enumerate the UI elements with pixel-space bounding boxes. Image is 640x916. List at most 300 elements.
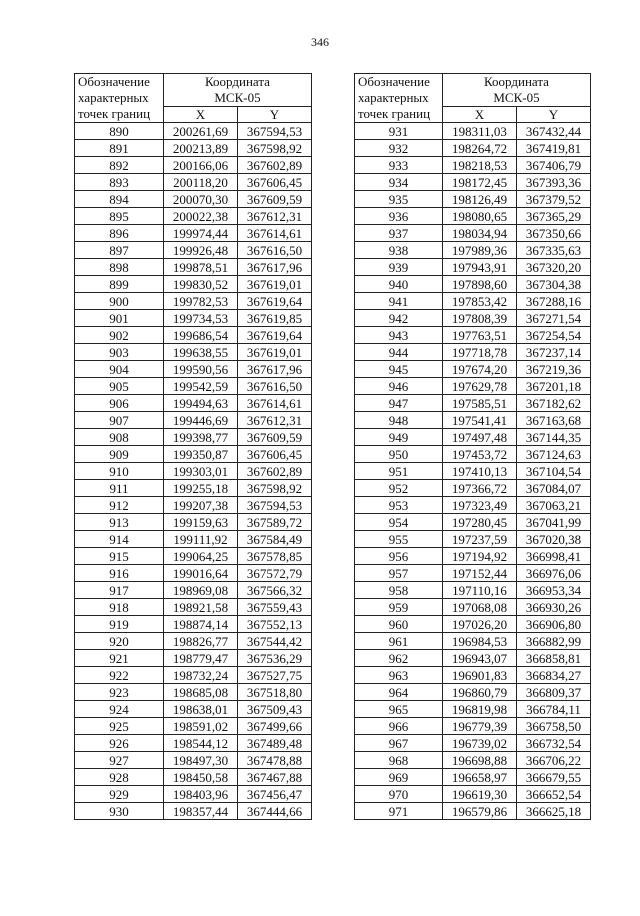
x-value-cell: 199542,59 — [164, 378, 238, 395]
x-value-cell: 196984,53 — [443, 633, 517, 650]
x-value-cell: 197629,78 — [443, 378, 517, 395]
y-value-cell: 366858,81 — [517, 650, 591, 667]
point-number-cell: 933 — [355, 157, 443, 174]
point-number-cell: 970 — [355, 786, 443, 803]
x-value-cell: 197323,49 — [443, 497, 517, 514]
table-row — [75, 531, 312, 548]
y-value-cell: 366998,41 — [517, 548, 591, 565]
table-row — [75, 667, 312, 684]
y-value-cell: 367606,45 — [238, 174, 312, 191]
table-row — [75, 497, 312, 514]
point-number-cell: 962 — [355, 650, 443, 667]
y-value-cell: 366906,80 — [517, 616, 591, 633]
y-value-cell: 367609,59 — [238, 429, 312, 446]
x-value-cell: 200070,30 — [164, 191, 238, 208]
x-value-cell: 198264,72 — [443, 140, 517, 157]
point-number-cell: 902 — [75, 327, 164, 344]
table-row — [75, 480, 312, 497]
table-row — [75, 582, 312, 599]
x-value-cell: 199398,77 — [164, 429, 238, 446]
point-number-cell: 943 — [355, 327, 443, 344]
y-value-cell: 367536,29 — [238, 650, 312, 667]
x-value-cell: 199111,92 — [164, 531, 238, 548]
table-row — [355, 803, 591, 820]
point-number-cell: 934 — [355, 174, 443, 191]
table-row — [75, 208, 312, 225]
x-value-cell: 196860,79 — [443, 684, 517, 701]
x-value-cell: 200166,06 — [164, 157, 238, 174]
point-number-cell: 930 — [75, 803, 164, 820]
point-number-cell: 935 — [355, 191, 443, 208]
point-number-cell: 896 — [75, 225, 164, 242]
x-value-cell: 198591,02 — [164, 718, 238, 735]
table-row — [355, 718, 591, 735]
y-value-cell: 366834,27 — [517, 667, 591, 684]
table-row — [355, 140, 591, 157]
x-value-cell: 197194,92 — [443, 548, 517, 565]
y-value-cell: 367432,44 — [517, 123, 591, 140]
y-value-cell: 367617,96 — [238, 259, 312, 276]
point-number-cell: 941 — [355, 293, 443, 310]
x-value-cell: 197989,36 — [443, 242, 517, 259]
point-number-cell: 957 — [355, 565, 443, 582]
table-row — [355, 752, 591, 769]
x-value-cell: 199878,51 — [164, 259, 238, 276]
coordinates-table-left — [74, 73, 312, 820]
x-value-cell: 196619,30 — [443, 786, 517, 803]
point-number-cell: 912 — [75, 497, 164, 514]
point-number-cell: 904 — [75, 361, 164, 378]
point-number-cell: 917 — [75, 582, 164, 599]
x-value-cell: 199974,44 — [164, 225, 238, 242]
table-row — [75, 684, 312, 701]
x-value-cell: 197410,13 — [443, 463, 517, 480]
x-value-cell: 197898,60 — [443, 276, 517, 293]
y-value-cell: 367518,80 — [238, 684, 312, 701]
coordinate-header-line-1: Координата — [205, 74, 270, 89]
x-value-cell: 197943,91 — [443, 259, 517, 276]
point-number-cell: 921 — [75, 650, 164, 667]
table-row — [75, 565, 312, 582]
y-value-cell: 366706,22 — [517, 752, 591, 769]
table-row — [355, 480, 591, 497]
y-value-cell: 367527,75 — [238, 667, 312, 684]
y-value-cell: 366758,50 — [517, 718, 591, 735]
y-value-cell: 367606,45 — [238, 446, 312, 463]
point-number-cell: 944 — [355, 344, 443, 361]
y-value-cell: 367379,52 — [517, 191, 591, 208]
point-number-cell: 920 — [75, 633, 164, 650]
y-value-cell: 367594,53 — [238, 123, 312, 140]
coordinates-table-right — [354, 73, 591, 820]
x-value-cell: 200213,89 — [164, 140, 238, 157]
table-row — [355, 769, 591, 786]
table-row — [355, 531, 591, 548]
point-number-cell: 897 — [75, 242, 164, 259]
point-number-cell: 928 — [75, 769, 164, 786]
table-row — [355, 276, 591, 293]
x-value-cell: 199207,38 — [164, 497, 238, 514]
x-value-cell: 200261,69 — [164, 123, 238, 140]
x-value-cell: 199159,63 — [164, 514, 238, 531]
point-number-cell: 939 — [355, 259, 443, 276]
point-number-cell: 908 — [75, 429, 164, 446]
table-row — [75, 548, 312, 565]
table-row — [355, 497, 591, 514]
y-value-cell: 367254,54 — [517, 327, 591, 344]
point-number-cell: 954 — [355, 514, 443, 531]
x-value-cell: 197541,41 — [443, 412, 517, 429]
point-number-cell: 915 — [75, 548, 164, 565]
table-row — [75, 650, 312, 667]
x-value-cell: 198218,53 — [443, 157, 517, 174]
x-value-cell: 198921,58 — [164, 599, 238, 616]
x-value-cell: 199064,25 — [164, 548, 238, 565]
point-number-cell: 949 — [355, 429, 443, 446]
table-row — [355, 650, 591, 667]
table-row — [355, 446, 591, 463]
x-value-cell: 197808,39 — [443, 310, 517, 327]
coordinate-header-line-1: Координата — [484, 74, 549, 89]
x-value-cell: 196698,88 — [443, 752, 517, 769]
y-value-cell: 367614,61 — [238, 225, 312, 242]
x-value-cell: 196819,98 — [443, 701, 517, 718]
x-value-cell: 199926,48 — [164, 242, 238, 259]
y-value-cell: 367619,01 — [238, 344, 312, 361]
point-number-cell: 953 — [355, 497, 443, 514]
table-row — [355, 208, 591, 225]
table-row — [355, 412, 591, 429]
x-value-cell: 198172,45 — [443, 174, 517, 191]
y-value-cell: 367063,21 — [517, 497, 591, 514]
designation-header-line-3: точек границ — [78, 106, 151, 121]
y-value-cell: 367084,07 — [517, 480, 591, 497]
y-value-cell: 366953,34 — [517, 582, 591, 599]
coordinate-header — [164, 74, 312, 107]
y-value-cell: 367619,85 — [238, 310, 312, 327]
y-value-cell: 367304,38 — [517, 276, 591, 293]
x-value-cell: 196901,83 — [443, 667, 517, 684]
point-number-cell: 911 — [75, 480, 164, 497]
x-value-cell: 196779,39 — [443, 718, 517, 735]
x-value-cell: 196579,86 — [443, 803, 517, 820]
point-number-cell: 936 — [355, 208, 443, 225]
table-row — [355, 293, 591, 310]
table-row — [355, 225, 591, 242]
x-value-cell: 198779,47 — [164, 650, 238, 667]
left-table-body — [75, 123, 312, 820]
table-row — [75, 174, 312, 191]
coordinate-header-line-2: МСК-05 — [493, 90, 540, 105]
point-number-cell: 964 — [355, 684, 443, 701]
y-value-cell: 366882,99 — [517, 633, 591, 650]
point-number-cell: 901 — [75, 310, 164, 327]
table-row — [75, 633, 312, 650]
y-value-cell: 367594,53 — [238, 497, 312, 514]
point-number-cell: 945 — [355, 361, 443, 378]
x-value-cell: 197853,42 — [443, 293, 517, 310]
y-value-cell: 367144,35 — [517, 429, 591, 446]
x-header: X — [443, 107, 517, 123]
point-number-cell: 898 — [75, 259, 164, 276]
x-value-cell: 196739,02 — [443, 735, 517, 752]
y-value-cell: 367271,54 — [517, 310, 591, 327]
designation-header-line-1: Обозначение — [358, 74, 430, 89]
table-row — [355, 701, 591, 718]
table-row — [355, 395, 591, 412]
point-number-cell: 922 — [75, 667, 164, 684]
x-value-cell: 197453,72 — [443, 446, 517, 463]
table-row — [75, 463, 312, 480]
y-value-cell: 367456,47 — [238, 786, 312, 803]
table-row — [355, 514, 591, 531]
point-number-cell: 947 — [355, 395, 443, 412]
table-row — [355, 361, 591, 378]
y-value-cell: 367478,88 — [238, 752, 312, 769]
point-number-cell: 895 — [75, 208, 164, 225]
point-number-cell: 969 — [355, 769, 443, 786]
point-number-cell: 894 — [75, 191, 164, 208]
y-value-cell: 367163,68 — [517, 412, 591, 429]
table-row — [355, 565, 591, 582]
table-row — [75, 769, 312, 786]
y-header: Y — [517, 107, 591, 123]
y-value-cell: 366652,54 — [517, 786, 591, 803]
x-value-cell: 198126,49 — [443, 191, 517, 208]
table-row — [75, 786, 312, 803]
point-number-cell: 919 — [75, 616, 164, 633]
table-row — [355, 242, 591, 259]
table-row — [75, 242, 312, 259]
x-value-cell: 199446,69 — [164, 412, 238, 429]
x-value-cell: 198497,30 — [164, 752, 238, 769]
table-row — [355, 786, 591, 803]
y-value-cell: 367617,96 — [238, 361, 312, 378]
y-value-cell: 366809,37 — [517, 684, 591, 701]
table-row — [75, 412, 312, 429]
point-number-cell: 899 — [75, 276, 164, 293]
x-value-cell: 199782,53 — [164, 293, 238, 310]
point-number-cell: 916 — [75, 565, 164, 582]
y-value-cell: 367041,99 — [517, 514, 591, 531]
table-row — [355, 599, 591, 616]
x-value-cell: 197068,08 — [443, 599, 517, 616]
y-value-cell: 367288,16 — [517, 293, 591, 310]
table-row — [355, 582, 591, 599]
table-row — [355, 548, 591, 565]
y-value-cell: 367020,38 — [517, 531, 591, 548]
point-number-cell: 924 — [75, 701, 164, 718]
table-row — [355, 378, 591, 395]
table-row — [75, 310, 312, 327]
coordinate-header — [443, 74, 591, 107]
y-value-cell: 367612,31 — [238, 412, 312, 429]
x-value-cell: 198080,65 — [443, 208, 517, 225]
point-number-cell: 955 — [355, 531, 443, 548]
x-value-cell: 199830,52 — [164, 276, 238, 293]
point-number-cell: 967 — [355, 735, 443, 752]
y-value-cell: 367598,92 — [238, 140, 312, 157]
y-value-cell: 367509,43 — [238, 701, 312, 718]
y-value-cell: 367201,18 — [517, 378, 591, 395]
y-value-cell: 367602,89 — [238, 157, 312, 174]
point-number-cell: 890 — [75, 123, 164, 140]
y-value-cell: 367499,66 — [238, 718, 312, 735]
y-value-cell: 367335,63 — [517, 242, 591, 259]
table-row — [355, 191, 591, 208]
table-row — [75, 123, 312, 140]
y-value-cell: 367619,64 — [238, 293, 312, 310]
table-row — [75, 378, 312, 395]
table-row — [355, 667, 591, 684]
x-value-cell: 198544,12 — [164, 735, 238, 752]
table-row — [355, 174, 591, 191]
table-row — [75, 395, 312, 412]
y-value-cell: 367406,79 — [517, 157, 591, 174]
y-value-cell: 367602,89 — [238, 463, 312, 480]
x-value-cell: 197110,16 — [443, 582, 517, 599]
table-row — [75, 140, 312, 157]
y-value-cell: 367612,31 — [238, 208, 312, 225]
x-header: X — [164, 107, 238, 123]
y-value-cell: 367572,79 — [238, 565, 312, 582]
point-number-cell: 956 — [355, 548, 443, 565]
table-row — [75, 701, 312, 718]
table-row — [75, 429, 312, 446]
point-number-cell: 948 — [355, 412, 443, 429]
table-row — [355, 616, 591, 633]
table-row — [75, 259, 312, 276]
table-row — [75, 735, 312, 752]
point-number-cell: 905 — [75, 378, 164, 395]
point-number-cell: 963 — [355, 667, 443, 684]
y-value-cell: 367616,50 — [238, 378, 312, 395]
table-row — [75, 293, 312, 310]
x-value-cell: 199255,18 — [164, 480, 238, 497]
table-row — [355, 429, 591, 446]
table-row — [355, 463, 591, 480]
x-value-cell: 198732,24 — [164, 667, 238, 684]
point-number-cell: 952 — [355, 480, 443, 497]
table-row — [355, 157, 591, 174]
point-number-cell: 913 — [75, 514, 164, 531]
x-value-cell: 198311,03 — [443, 123, 517, 140]
coordinate-header-line-2: МСК-05 — [214, 90, 261, 105]
y-value-cell: 366679,55 — [517, 769, 591, 786]
point-number-cell: 937 — [355, 225, 443, 242]
point-number-cell: 926 — [75, 735, 164, 752]
table-row — [75, 225, 312, 242]
x-value-cell: 200118,20 — [164, 174, 238, 191]
x-value-cell: 197674,20 — [443, 361, 517, 378]
y-value-cell: 367237,14 — [517, 344, 591, 361]
point-number-cell: 946 — [355, 378, 443, 395]
designation-header — [355, 74, 443, 123]
table-row — [355, 327, 591, 344]
x-value-cell: 199638,55 — [164, 344, 238, 361]
y-value-cell: 367619,01 — [238, 276, 312, 293]
y-value-cell: 367614,61 — [238, 395, 312, 412]
x-value-cell: 199686,54 — [164, 327, 238, 344]
y-value-cell: 367619,64 — [238, 327, 312, 344]
table-row — [355, 684, 591, 701]
y-value-cell: 367609,59 — [238, 191, 312, 208]
point-number-cell: 925 — [75, 718, 164, 735]
point-number-cell: 892 — [75, 157, 164, 174]
x-value-cell: 199494,63 — [164, 395, 238, 412]
y-value-cell: 367598,92 — [238, 480, 312, 497]
point-number-cell: 914 — [75, 531, 164, 548]
point-number-cell: 929 — [75, 786, 164, 803]
point-number-cell: 951 — [355, 463, 443, 480]
point-number-cell: 940 — [355, 276, 443, 293]
y-header: Y — [238, 107, 312, 123]
table-row — [75, 752, 312, 769]
y-value-cell: 367182,62 — [517, 395, 591, 412]
y-value-cell: 367559,43 — [238, 599, 312, 616]
table-row — [355, 735, 591, 752]
x-value-cell: 197366,72 — [443, 480, 517, 497]
point-number-cell: 906 — [75, 395, 164, 412]
point-number-cell: 958 — [355, 582, 443, 599]
table-row — [75, 616, 312, 633]
point-number-cell: 903 — [75, 344, 164, 361]
point-number-cell: 932 — [355, 140, 443, 157]
point-number-cell: 923 — [75, 684, 164, 701]
y-value-cell: 366625,18 — [517, 803, 591, 820]
x-value-cell: 197237,59 — [443, 531, 517, 548]
x-value-cell: 199350,87 — [164, 446, 238, 463]
x-value-cell: 198826,77 — [164, 633, 238, 650]
point-number-cell: 968 — [355, 752, 443, 769]
point-number-cell: 961 — [355, 633, 443, 650]
x-value-cell: 200022,38 — [164, 208, 238, 225]
y-value-cell: 367104,54 — [517, 463, 591, 480]
table-row — [75, 803, 312, 820]
table-row — [355, 310, 591, 327]
y-value-cell: 367578,85 — [238, 548, 312, 565]
point-number-cell: 966 — [355, 718, 443, 735]
right-table-body — [355, 123, 591, 820]
page-number: 346 — [311, 35, 329, 49]
x-value-cell: 197026,20 — [443, 616, 517, 633]
designation-header — [75, 74, 164, 123]
table-row — [75, 191, 312, 208]
x-value-cell: 199734,53 — [164, 310, 238, 327]
x-value-cell: 197497,48 — [443, 429, 517, 446]
table-row — [355, 123, 591, 140]
x-value-cell: 199016,64 — [164, 565, 238, 582]
y-value-cell: 367584,49 — [238, 531, 312, 548]
table-row — [75, 446, 312, 463]
point-number-cell: 900 — [75, 293, 164, 310]
x-value-cell: 196943,07 — [443, 650, 517, 667]
table-row — [75, 514, 312, 531]
point-number-cell: 910 — [75, 463, 164, 480]
point-number-cell: 931 — [355, 123, 443, 140]
table-row — [75, 327, 312, 344]
x-value-cell: 198357,44 — [164, 803, 238, 820]
x-value-cell: 198638,01 — [164, 701, 238, 718]
y-value-cell: 367552,13 — [238, 616, 312, 633]
designation-header-line-2: характерных — [358, 90, 429, 105]
table-row — [75, 718, 312, 735]
y-value-cell: 367489,48 — [238, 735, 312, 752]
y-value-cell: 366732,54 — [517, 735, 591, 752]
designation-header-line-1: Обозначение — [78, 74, 150, 89]
y-value-cell: 367589,72 — [238, 514, 312, 531]
x-value-cell: 198450,58 — [164, 769, 238, 786]
